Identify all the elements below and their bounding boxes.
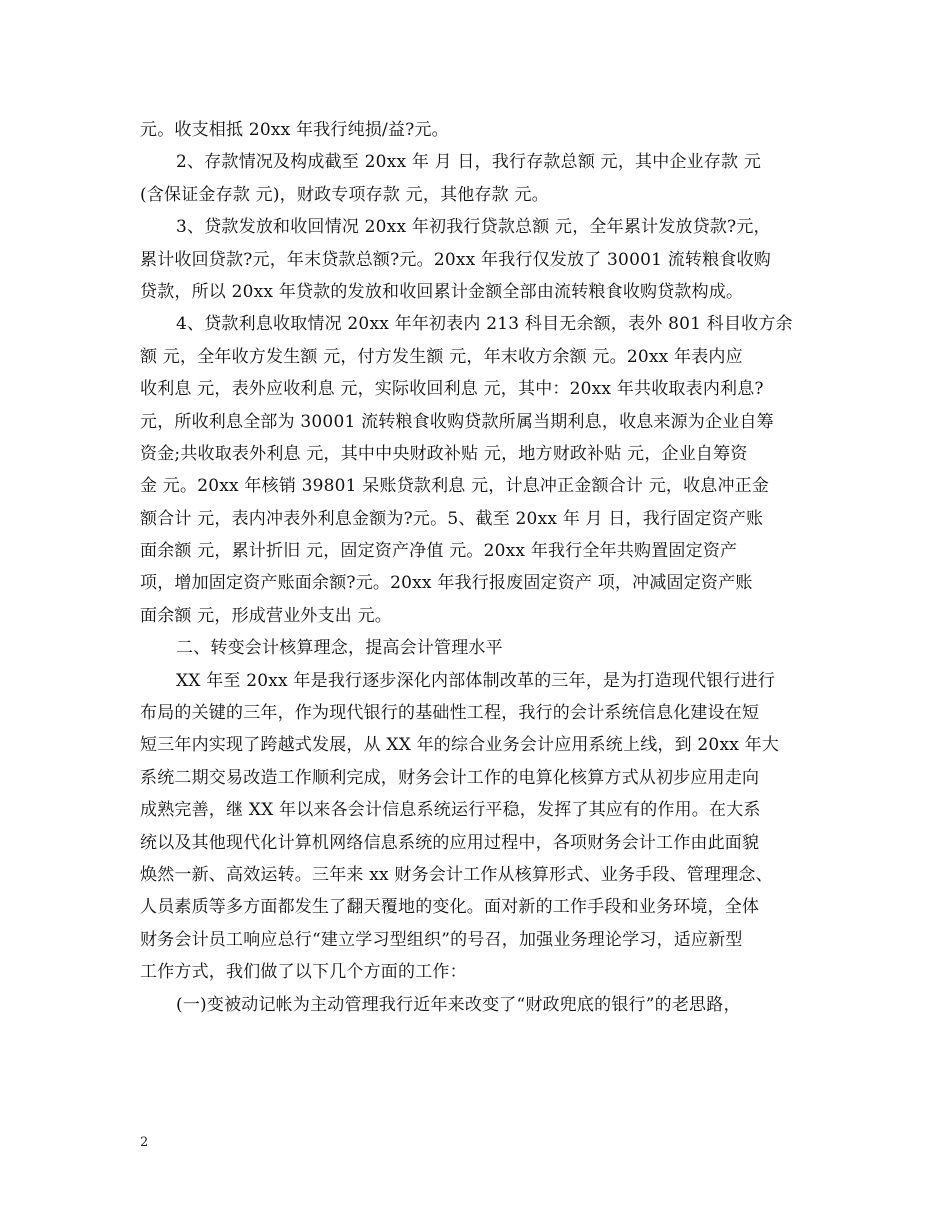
text-line: XX 年至 20xx 年是我行逐步深化内部体制改革的三年，是为打造现代银行进行 bbox=[176, 670, 776, 691]
text-line: 资金;共收取表外利息 元，其中中央财政补贴 元，地方财政补贴 元，企业自筹资 bbox=[140, 443, 748, 464]
text-line: 累计收回贷款?元，年末贷款总额?元。20xx 年我行仅发放了 30001 流转粮食收购 bbox=[140, 249, 771, 270]
text-line: 布局的关键的三年，作为现代银行的基础性工程，我行的会计系统信息化建设在短 bbox=[140, 703, 760, 724]
text-line: 成熟完善，继 XX 年以来各会计信息系统运行平稳，发挥了其应有的作用。在大系 bbox=[140, 800, 761, 821]
text-line: (含保证金存款 元)，财政专项存款 元，其他存款 元。 bbox=[140, 184, 549, 205]
text-line: 面余额 元，形成营业外支出 元。 bbox=[140, 605, 393, 626]
text-line: 面余额 元，累计折旧 元，固定资产净值 元。20xx 年我行全年共购置固定资产 bbox=[140, 541, 738, 562]
text-line: 工作方式，我们做了以下几个方面的工作： bbox=[140, 962, 467, 983]
text-line: 3、贷款发放和收回情况 20xx 年初我行贷款总额 元，全年累计发放贷款?元， bbox=[176, 217, 771, 238]
text-line: (一)变被动记帐为主动管理我行近年来改变了“财政兜底的银行”的老思路， bbox=[176, 994, 741, 1015]
text-line: 收利息 元，表外应收利息 元，实际收回利息 元，其中：20xx 年共收取表内利息? bbox=[140, 379, 764, 400]
text-line: 人员素质等多方面都发生了翻天覆地的变化。面对新的工作手段和业务环境，全体 bbox=[140, 897, 760, 918]
page-number: 2 bbox=[140, 1135, 149, 1150]
text-line: 2、存款情况及构成截至 20xx 年 月 日，我行存款总额 元，其中企业存款 元 bbox=[176, 152, 762, 173]
text-line: 统以及其他现代化计算机网络信息系统的应用过程中，各项财务会计工作由此面貌 bbox=[140, 832, 760, 853]
text-line: 项，增加固定资产账面余额?元。20xx 年我行报废固定资产 项，冲减固定资产账 bbox=[140, 573, 753, 594]
text-line: 二、转变会计核算理念，提高会计管理水平 bbox=[176, 638, 503, 659]
text-line: 财务会计员工响应总行“建立学习型组织”的号召，加强业务理论学习，适应新型 bbox=[140, 929, 743, 950]
text-line: 额 元，全年收方发生额 元，付方发生额 元，年末收方余额 元。20xx 年表内应 bbox=[140, 346, 743, 367]
text-line: 焕然一新、高效运转。三年来 xx 财务会计工作从核算形式、业务手段、管理理念、 bbox=[140, 864, 773, 885]
text-line: 短三年内实现了跨越式发展，从 XX 年的综合业务会计应用系统上线，到 20xx 年大 bbox=[140, 735, 780, 756]
text-line: 4、贷款利息收取情况 20xx 年年初表内 213 科目无余额，表外 801 科目收方余 bbox=[176, 314, 793, 335]
text-line: 系统二期交易改造工作顺利完成，财务会计工作的电算化核算方式从初步应用走向 bbox=[140, 767, 760, 788]
text-line: 元，所收利息全部为 30001 流转粮食收购贷款所属当期利息，收息来源为企业自筹 bbox=[140, 411, 774, 432]
text-line: 额合计 元，表内冲表外利息金额为?元。5、截至 20xx 年 月 日，我行固定资产账 bbox=[140, 508, 764, 529]
text-line: 贷款，所以 20xx 年贷款的发放和收回累计金额全部由流转粮食收购贷款构成。 bbox=[140, 281, 744, 302]
text-line: 金 元。20xx 年核销 39801 呆账贷款利息 元，计息冲正金额合计 元，收息冲正金 bbox=[140, 476, 770, 497]
text-line: 元。收支相抵 20xx 年我行纯损/益?元。 bbox=[140, 120, 449, 140]
document-body bbox=[140, 114, 812, 1021]
